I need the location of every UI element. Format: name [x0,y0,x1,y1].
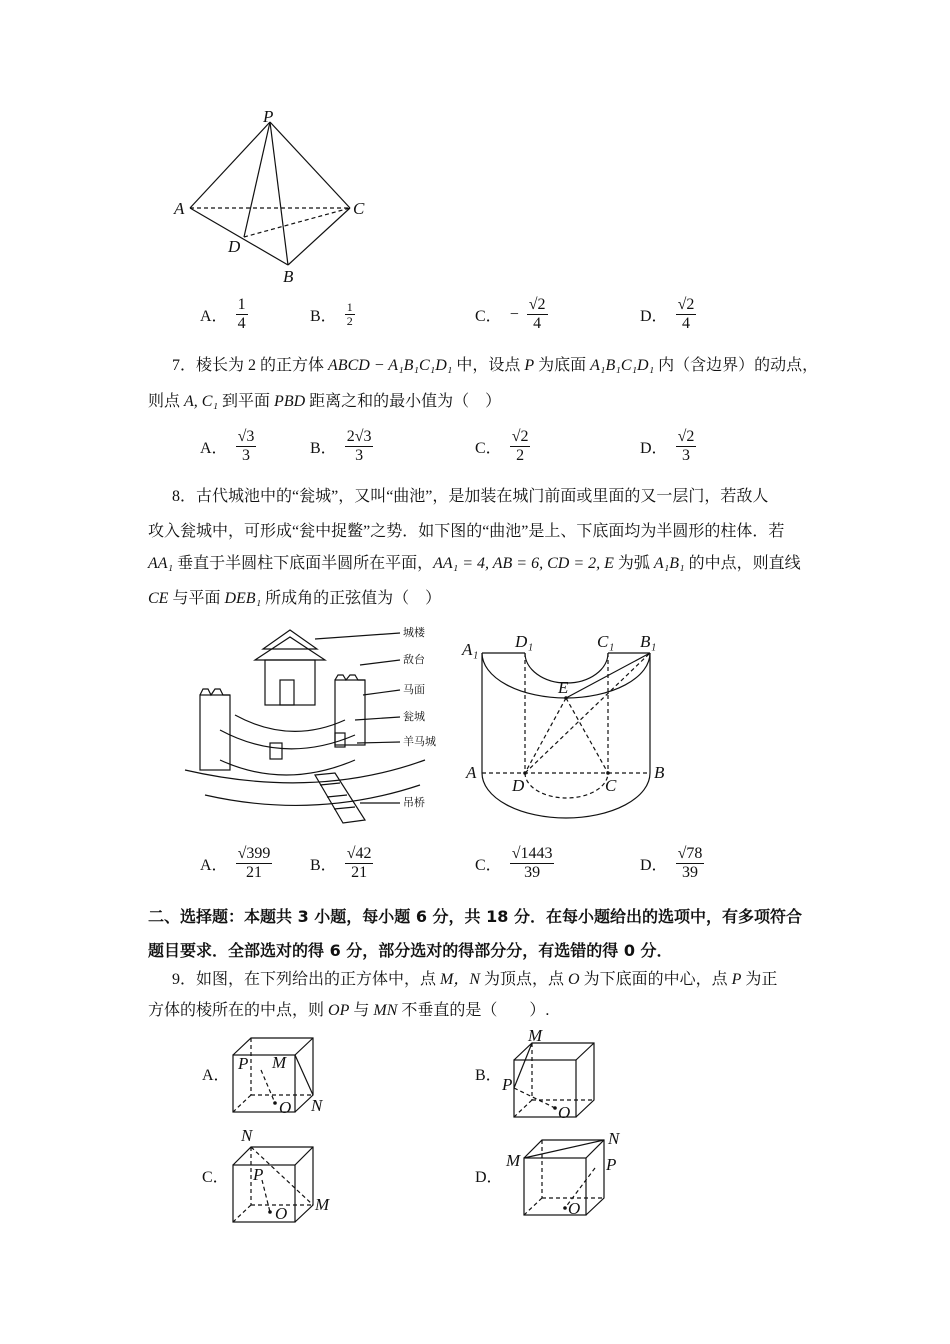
q8-option-a[interactable] [200,845,272,882]
q8-line-2: 攻入瓮城中，可形成“瓮中捉鳖”之势．如下图的“曲池”是上、下底面均为半圆形的柱体．若 [148,523,785,540]
label-D: D [512,776,525,795]
label-A1: A₁ [462,640,479,659]
label-M: M [272,1053,287,1072]
label-N: N [241,1126,253,1145]
fraction: $\frac{√3}{3}$ [237,428,255,464]
label-E: E [558,678,569,697]
q8-option-c[interactable] [475,845,554,882]
option-letter: A． [200,308,228,325]
castle-label-tower: 城楼 [403,627,425,639]
label-P: P [606,1155,617,1174]
label-B1: B₁ [640,632,657,651]
label-P: P [253,1165,264,1184]
option-letter: B． [310,440,337,457]
option-letter: A． [200,440,228,457]
option-letter: C． [475,440,502,457]
fraction: $\frac{√2}{4}$ [528,296,546,332]
q8-line-3: AA₁ 垂直于半圆柱下底面半圆所在平面，AA₁ = 4, AB = 6, CD = 2, E 为弧 A₁B₁ 的中点，则直线 [148,555,801,572]
castle-label-platform: 敌台 [403,654,425,666]
label-O: O [279,1098,292,1117]
label-P: P [263,110,274,126]
option-letter: B． [310,857,337,874]
q9-option-b-letter[interactable]: B． [475,1067,502,1084]
label-A: A [174,199,185,218]
label-D1: D₁ [515,632,534,651]
q8-castle-illustration [175,625,455,825]
option-letter: D． [640,308,668,325]
option-letter: D． [640,440,668,457]
q9-option-c-cube[interactable] [225,1125,345,1225]
fraction: $\frac{√2}{2}$ [511,428,529,464]
label-O: O [568,1199,581,1218]
fraction: $\frac{√1443}{39}$ [511,845,553,881]
fraction: $\frac{√42}{21}$ [346,845,372,881]
castle-label-wengcheng: 瓮城 [403,711,425,723]
label-M: M [315,1195,330,1214]
fraction: $\frac{√399}{21}$ [237,845,271,881]
label-D: D [228,237,241,256]
minus-sign: − [509,305,519,323]
q6-option-d[interactable] [640,296,696,333]
q8-option-d[interactable] [640,845,704,882]
q7-option-c[interactable] [475,428,530,465]
q8-option-b[interactable] [310,845,373,882]
q7-option-b[interactable] [310,428,373,465]
label-N: N [311,1096,323,1115]
q8-line-4: CE 与平面 DEB₁ 所成角的正弦值为（ ） [148,590,442,607]
q7-option-d[interactable] [640,428,696,465]
q6-option-a[interactable] [200,296,248,333]
q9-option-a-letter[interactable]: A． [202,1067,230,1084]
q9-option-b-cube[interactable] [500,1028,610,1120]
label-M: M [506,1151,521,1170]
q9-line-2: 方体的棱所在的中点，则 OP 与 MN 不垂直的是（ ）. [148,1002,550,1019]
label-B: B [654,763,665,782]
q9-line-1: 9．如图，在下列给出的正方体中，点 M，N 为顶点，点 O 为下底面的中心，点 P 为正 [172,971,778,988]
fraction: $\frac{√78}{39}$ [677,845,703,881]
option-letter: C． [475,857,502,874]
label-O: O [558,1103,571,1120]
q9-option-d-letter[interactable]: D． [475,1169,503,1186]
castle-label-drawbridge: 吊桥 [403,797,425,809]
option-letter: D． [640,857,668,874]
label-N: N [608,1129,620,1148]
q6-pyramid-figure [170,110,380,290]
fraction: $\frac{1}{4}$ [237,296,246,332]
label-P: P [238,1054,249,1073]
section-2-heading-line-2: 题目要求．全部选对的得 6 分，部分选对的得部分分，有选错的得 0 分． [148,941,673,960]
label-M: M [528,1028,543,1045]
label-C: C [605,776,617,795]
section-2-heading-line-1: 二、选择题：本题共 3 小题，每小题 6 分，共 18 分．在每小题给出的选项中，有多项符合 [148,907,802,926]
q6-option-b[interactable] [310,301,355,328]
option-letter: C． [475,308,502,325]
q9-option-d-cube[interactable] [500,1128,630,1222]
label-P: P [502,1075,513,1094]
q8-quchi-figure [460,625,680,830]
q8-line-1: 8．古代城池中的“瓮城”，又叫“曲池”，是加装在城门前面或里面的又一层门，若敌人 [172,488,769,505]
q9-option-a-cube[interactable] [225,1030,335,1120]
label-A: A [466,763,477,782]
castle-label-yangmacheng: 羊马城 [403,736,436,748]
option-letter: B． [310,308,337,325]
option-letter: A． [200,857,228,874]
label-O: O [275,1204,288,1223]
castle-label-mamian: 马面 [403,684,425,696]
q7-line-2: 则点 A, C₁ 到平面 PBD 距离之和的最小值为（ ） [148,393,502,410]
fraction: $\frac{2√3}{3}$ [346,428,372,464]
q7-line-1: 7．棱长为 2 的正方体 ABCD − A₁B₁C₁D₁ 中，设点 P 为底面 A₁B₁C₁D₁ 内（含边界）的动点， [172,357,819,374]
q9-option-c-letter[interactable]: C． [202,1169,229,1186]
fraction: $\frac{√2}{3}$ [677,428,695,464]
label-B: B [283,267,294,286]
fraction: $\frac{√2}{4}$ [677,296,695,332]
q7-option-a[interactable] [200,428,256,465]
fraction: $\frac{1}{2}$ [346,300,353,328]
label-C: C [353,199,365,218]
q6-option-c[interactable] [475,296,548,333]
label-C1: C₁ [597,632,615,651]
